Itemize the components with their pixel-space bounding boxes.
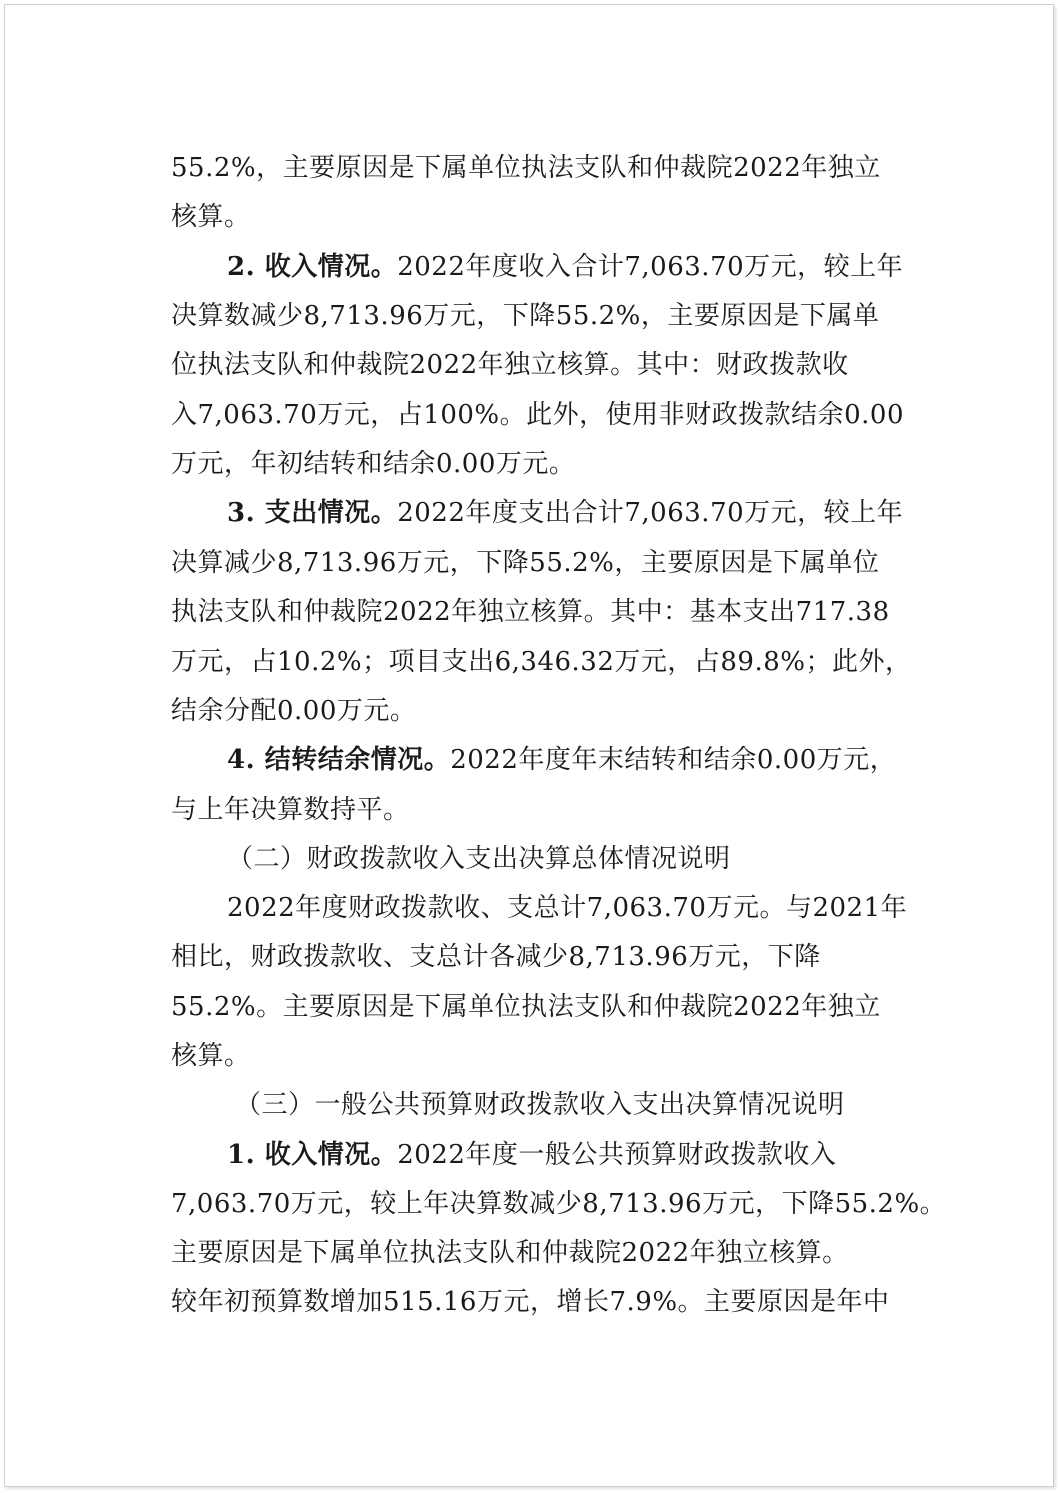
text-line: 7,063.70万元，较上年决算数减少8,713.96万元，下降55.2%。	[171, 1189, 947, 1219]
heading-carryover: 4. 结转结余情况。	[227, 745, 451, 775]
text-line: 决算数减少8,713.96万元，下降55.2%，主要原因是下属单	[171, 301, 880, 331]
text-line: 2022年度支出合计7,063.70万元，较上年	[397, 498, 904, 528]
text-line: 相比，财政拨款收、支总计各减少8,713.96万元，下降	[171, 942, 821, 972]
text-line: 较年初预算数增加515.16万元，增长7.9%。主要原因是年中	[171, 1287, 890, 1317]
text-line: 2022年度一般公共预算财政拨款收入	[397, 1140, 837, 1170]
text-line: 万元，年初结转和结余0.00万元。	[171, 449, 576, 479]
page	[4, 4, 1054, 1487]
text-line: 执法支队和仲裁院2022年独立核算。其中：基本支出717.38	[171, 597, 890, 627]
heading-public-income: 1. 收入情况。	[227, 1140, 398, 1170]
text-line: 核算。	[171, 1041, 251, 1071]
text-line: 55.2%。主要原因是下属单位执法支队和仲裁院2022年独立	[171, 992, 881, 1022]
text-line: 2022年度年末结转和结余0.00万元，	[450, 745, 897, 775]
section-heading-2: （二）财政拨款收入支出决算总体情况说明	[227, 844, 731, 874]
text-line: 万元，占10.2%；项目支出6,346.32万元，占89.8%；此外，	[171, 647, 912, 677]
heading-expense: 3. 支出情况。	[227, 498, 398, 528]
paragraph-income	[227, 250, 903, 284]
text-line: 位执法支队和仲裁院2022年独立核算。其中：财政拨款收	[171, 350, 849, 380]
text-line: 入7,063.70万元，占100%。此外，使用非财政拨款结余0.00	[171, 400, 905, 430]
text-line: 55.2%，主要原因是下属单位执法支队和仲裁院2022年独立	[171, 153, 881, 183]
text-line: 核算。	[171, 202, 251, 232]
text-line: 2022年度财政拨款收、支总计7,063.70万元。与2021年	[227, 893, 908, 923]
text-line: 2022年度收入合计7,063.70万元，较上年	[397, 252, 904, 282]
heading-income: 2. 收入情况。	[227, 252, 398, 282]
paragraph-public-income	[227, 1138, 836, 1172]
text-line: 结余分配0.00万元。	[171, 696, 417, 726]
text-line: 与上年决算数持平。	[171, 795, 410, 825]
paragraph-expense	[227, 496, 903, 530]
paragraph-carryover	[227, 743, 896, 777]
section-heading-3: （三）一般公共预算财政拨款收入支出决算情况说明	[235, 1090, 845, 1120]
text-line: 主要原因是下属单位执法支队和仲裁院2022年独立核算。	[171, 1238, 849, 1268]
text-line: 决算减少8,713.96万元，下降55.2%，主要原因是下属单位	[171, 548, 880, 578]
